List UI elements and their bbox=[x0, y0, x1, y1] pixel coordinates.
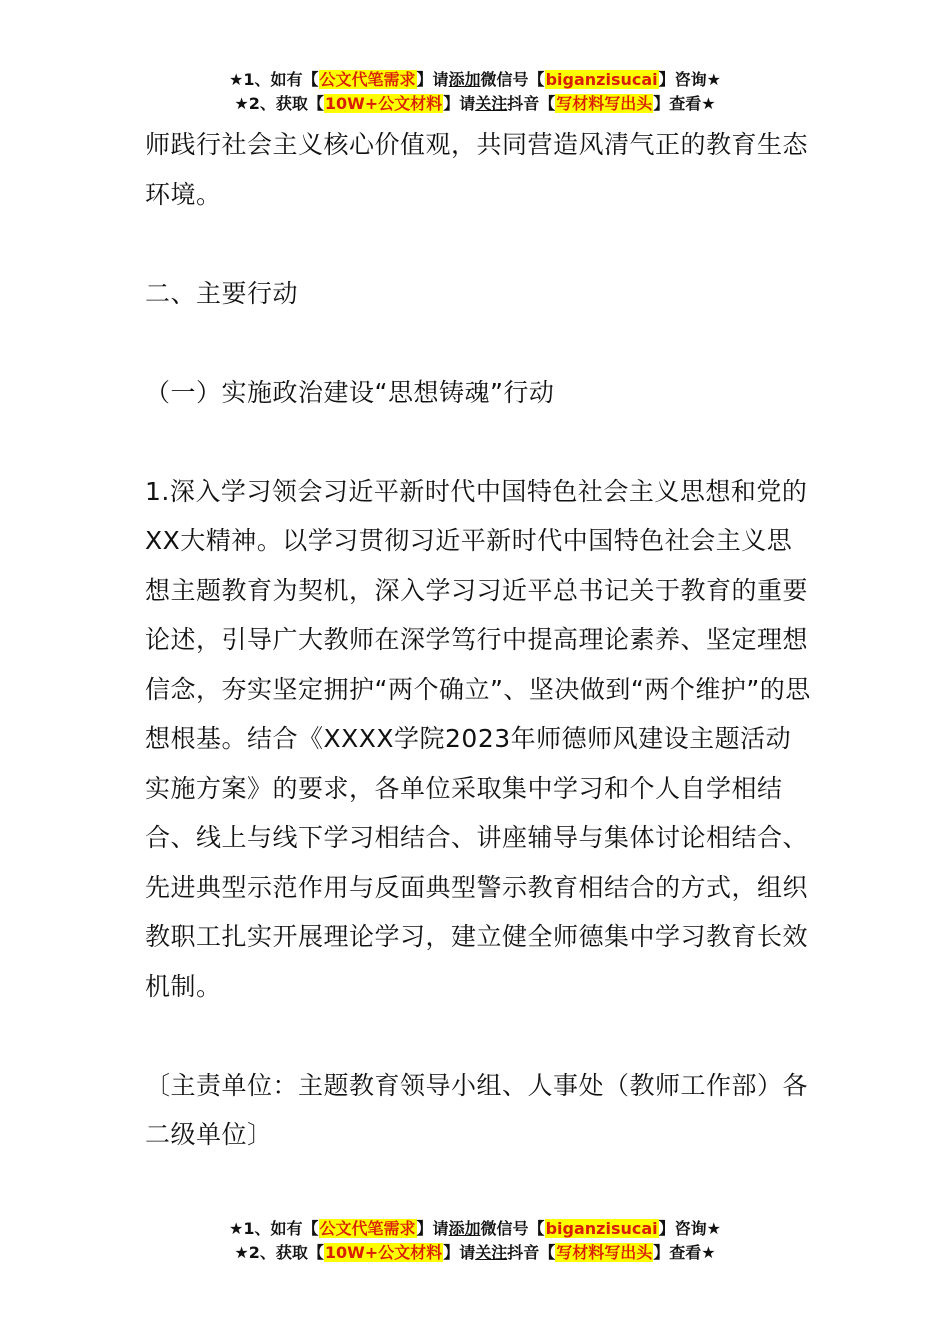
banner-highlight: biganzisucai bbox=[545, 70, 658, 89]
banner-text: 微信号【 bbox=[480, 1219, 545, 1238]
banner-text: 抖音【 bbox=[507, 1243, 556, 1262]
banner-highlight: 公文代笔需求 bbox=[319, 70, 416, 89]
banner-line-1 bbox=[0, 68, 950, 92]
banner-highlight: 写材料写出头 bbox=[556, 1243, 653, 1262]
footer-banner bbox=[0, 1217, 950, 1265]
banner-highlight: 10W+公文材料 bbox=[324, 94, 443, 113]
banner-line-2 bbox=[0, 1241, 950, 1265]
banner-text: 抖音【 bbox=[507, 94, 556, 113]
banner-text: 】查看★ bbox=[653, 1243, 716, 1262]
responsible-units: 〔主责单位：主题教育领导小组、人事处（教师工作部）各二级单位〕 bbox=[145, 1070, 809, 1149]
subsection-heading: （一）实施政治建设“思想铸魂”行动 bbox=[145, 377, 555, 407]
banner-text: ★2、获取【 bbox=[234, 94, 324, 113]
banner-text: 】请 bbox=[416, 1219, 449, 1238]
banner-highlight: 10W+公文材料 bbox=[324, 1243, 443, 1262]
section-heading: 二、主要行动 bbox=[145, 278, 299, 308]
banner-highlight: 写材料写出头 bbox=[556, 94, 653, 113]
banner-text: 】请 bbox=[443, 1243, 476, 1262]
banner-text: 】请 bbox=[443, 94, 476, 113]
banner-line-1 bbox=[0, 1217, 950, 1241]
banner-text: ★1、如有【 bbox=[229, 70, 319, 89]
banner-text: 】请 bbox=[416, 70, 449, 89]
paragraph-continuation: 师践行社会主义核心价值观，共同营造风清气正的教育生态环境。 bbox=[145, 130, 809, 209]
paragraph-main: 1.深入学习领会习近平新时代中国特色社会主义思想和党的XX大精神。以学习贯彻习近平新时代中国特色社会主义思想主题教育为契机，深入学习习近平总书记关于教育的重要论述，引导广大教师在深学笃行中提高理论素养、坚定理想信念，夯实坚定拥护“两个确立”、坚决做到“两个维护”的思想根基。结合《XXXX学院2023年师德师风建设主题活动实施方案》的要求，各单位采取集中学习和个人自学相结合、线上与线下学习相结合、讲座辅导与集体讨论相结合、先进典型示范作用与反面典型警示教育相结合的方式，组织教职工扎实开展理论学习，建立健全师德集中学习教育长效机制。 bbox=[145, 476, 811, 1001]
banner-underlined: 添加 bbox=[448, 1219, 481, 1238]
banner-underlined: 关注 bbox=[475, 94, 508, 113]
banner-text: 】咨询★ bbox=[658, 1219, 721, 1238]
banner-text: ★2、获取【 bbox=[234, 1243, 324, 1262]
banner-highlight: biganzisucai bbox=[545, 1219, 658, 1238]
banner-highlight: 公文代笔需求 bbox=[319, 1219, 416, 1238]
header-banner bbox=[0, 68, 950, 116]
banner-underlined: 关注 bbox=[475, 1243, 508, 1262]
banner-text: 微信号【 bbox=[480, 70, 545, 89]
document-body bbox=[145, 120, 815, 1160]
banner-text: 】查看★ bbox=[653, 94, 716, 113]
banner-underlined: 添加 bbox=[448, 70, 481, 89]
banner-text: 】咨询★ bbox=[658, 70, 721, 89]
banner-line-2 bbox=[0, 92, 950, 116]
banner-text: ★1、如有【 bbox=[229, 1219, 319, 1238]
